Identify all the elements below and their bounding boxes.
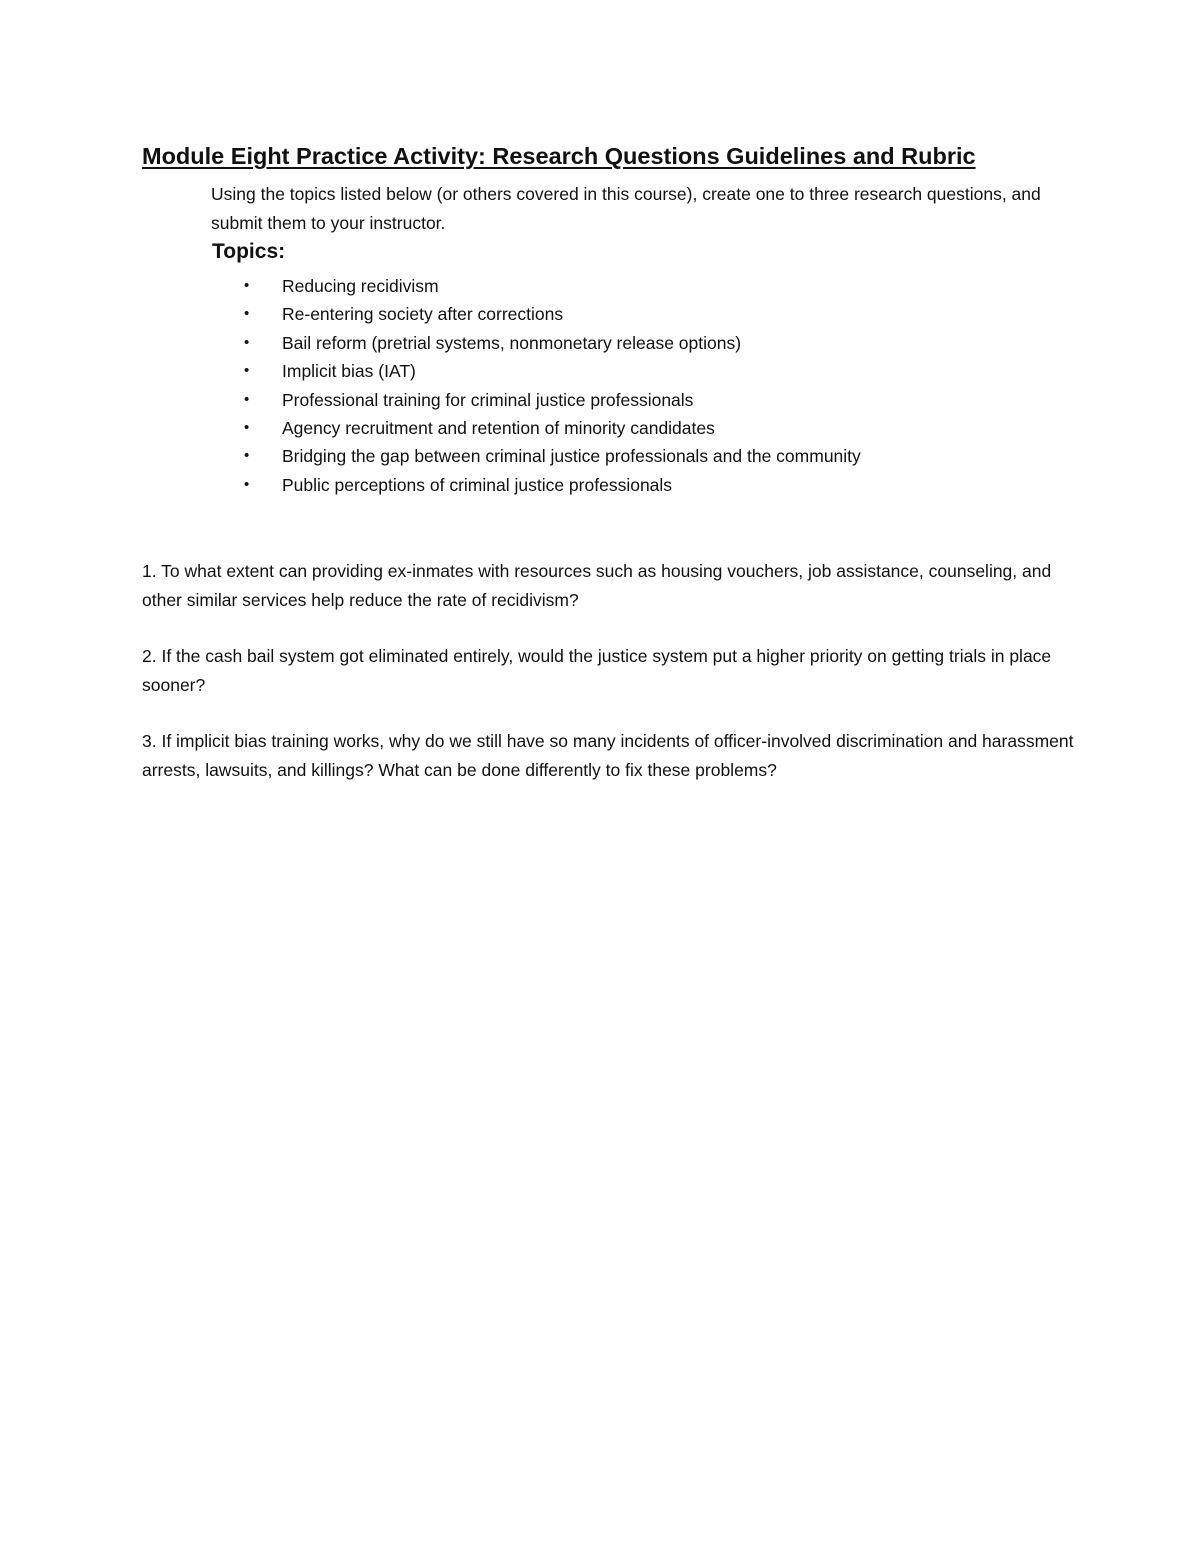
bullet-icon: •: [244, 305, 250, 323]
bullet-icon: •: [244, 277, 250, 294]
bullet-icon: •: [244, 447, 250, 465]
research-questions: [142, 557, 1082, 812]
list-item: [244, 272, 861, 300]
topic-text: Bail reform (pretrial systems, nonmonetary release options): [282, 332, 742, 353]
list-item: [244, 442, 861, 470]
bullet-icon: •: [244, 418, 250, 436]
list-item: [244, 471, 861, 499]
list-item: [244, 414, 861, 442]
list-item: [244, 357, 861, 385]
page-title: Module Eight Practice Activity: Research Questions Guidelines and Rubric: [142, 143, 976, 169]
bullet-icon: •: [244, 362, 250, 380]
topic-text: Professional training for criminal justice professionals: [282, 389, 694, 410]
research-question-3: 3. If implicit bias training works, why do we still have so many incidents of officer-involved discrimination and harassment arrests, lawsuits, and killings? What can be done differently to fix these problems?: [142, 731, 1074, 780]
topic-text: Implicit bias (IAT): [282, 361, 416, 382]
bullet-icon: •: [244, 333, 250, 351]
research-question-1: 1. To what extent can providing ex-inmates with resources such as housing vouchers, job assistance, counseling, and other similar services help reduce the rate of recidivism?: [142, 561, 1052, 610]
bullet-icon: •: [244, 475, 250, 493]
topic-text: Reducing recidivism: [282, 276, 439, 296]
topics-list: [244, 272, 861, 499]
list-item: [244, 329, 861, 357]
list-item: [244, 300, 861, 328]
instructions-paragraph: Using the topics listed below (or others covered in this course), create one to three research questions, and submit them to your instructor.: [211, 184, 1041, 233]
topic-text: Bridging the gap between criminal justice professionals and the community: [282, 446, 861, 467]
topic-text: Re-entering society after corrections: [282, 304, 564, 325]
topic-text: Public perceptions of criminal justice professionals: [282, 474, 673, 495]
research-question-2: 2. If the cash bail system got eliminated entirely, would the justice system put a higher priority on getting trials in place sooner?: [142, 646, 1052, 695]
topics-heading: Topics:: [212, 240, 286, 263]
topic-text: Agency recruitment and retention of minority candidates: [282, 417, 715, 438]
list-item: [244, 386, 861, 414]
bullet-icon: •: [244, 390, 250, 408]
